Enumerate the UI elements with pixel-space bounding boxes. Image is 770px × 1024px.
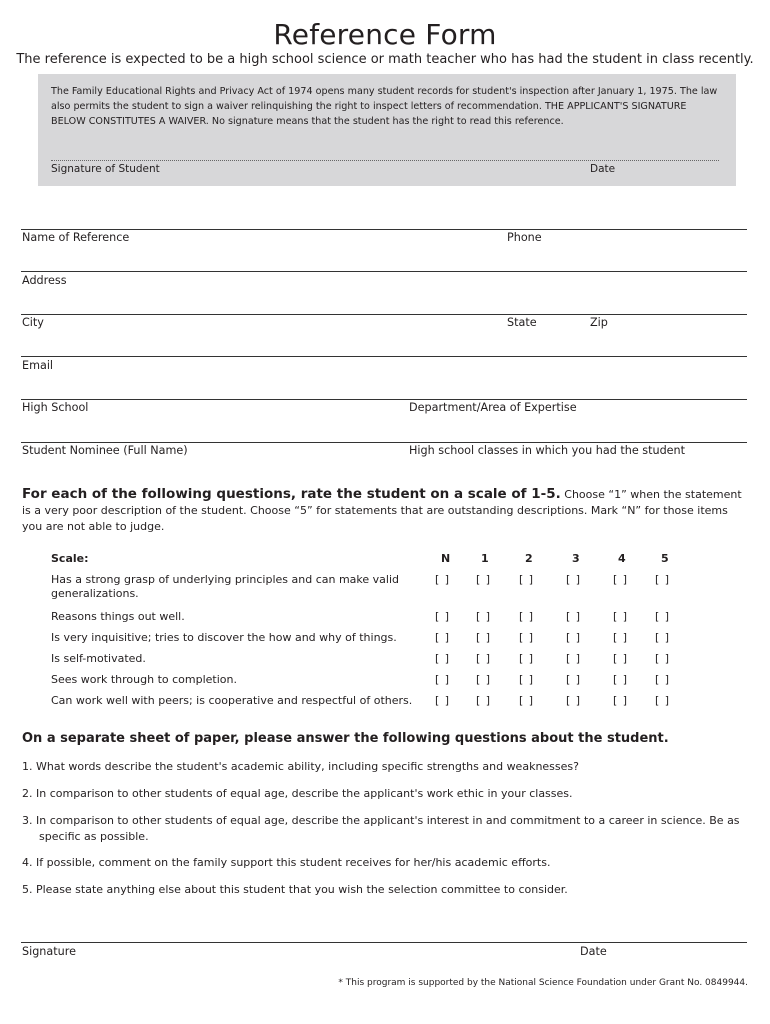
rating-checkbox-4-4[interactable]: [ ]	[613, 652, 629, 665]
name-phone-line[interactable]	[21, 229, 747, 230]
scale-col-5: 5	[661, 552, 669, 565]
rating-checkbox-1-n[interactable]: [ ]	[435, 573, 451, 586]
high-school-line[interactable]	[21, 399, 747, 400]
student-date-label: Date	[590, 163, 616, 175]
reference-signature-line[interactable]	[21, 942, 747, 943]
rating-item: Is very inquisitive; tries to discover the how and why of things.	[51, 631, 397, 644]
rating-item: Can work well with peers; is cooperative and respectful of others.	[51, 694, 413, 707]
student-nominee-label: Student Nominee (Full Name)	[22, 444, 188, 457]
scale-col-3: 3	[572, 552, 580, 565]
rating-checkbox-6-n[interactable]: [ ]	[435, 694, 451, 707]
rating-checkbox-5-n[interactable]: [ ]	[435, 673, 451, 686]
page-subtitle: The reference is expected to be a high school science or math teacher who has had the student in class recently.	[16, 52, 754, 67]
city-state-zip-line[interactable]	[21, 314, 747, 315]
rating-checkbox-1-4[interactable]: [ ]	[613, 573, 629, 586]
nominee-line[interactable]	[21, 442, 747, 443]
rating-checkbox-6-3[interactable]: [ ]	[566, 694, 582, 707]
question-5: 5. Please state anything else about this student that you wish the selection committee to consider.	[22, 883, 568, 896]
rating-checkbox-4-1[interactable]: [ ]	[476, 652, 492, 665]
rating-checkbox-2-1[interactable]: [ ]	[476, 610, 492, 623]
rating-checkbox-2-5[interactable]: [ ]	[655, 610, 671, 623]
rating-checkbox-3-5[interactable]: [ ]	[655, 631, 671, 644]
question-3-line-2: specific as possible.	[39, 830, 149, 843]
high-school-label: High School	[22, 401, 89, 414]
questions-heading: On a separate sheet of paper, please answer the following questions about the student.	[22, 731, 669, 746]
question-1: 1. What words describe the student's academic ability, including specific strengths and weaknesses?	[22, 760, 579, 773]
rating-lead: For each of the following questions, rate the student on a scale of 1-5.	[22, 486, 561, 502]
rating-checkbox-3-3[interactable]: [ ]	[566, 631, 582, 644]
rating-checkbox-3-1[interactable]: [ ]	[476, 631, 492, 644]
phone-label: Phone	[507, 231, 542, 244]
state-label: State	[507, 316, 537, 329]
rating-checkbox-2-4[interactable]: [ ]	[613, 610, 629, 623]
rating-instruction-text: Choose “1” when the statement is a very poor description of the student. Choose “5” for statements that are outstanding descriptions. Mark “N” for those items you are not able to judge.	[22, 488, 742, 533]
rating-checkbox-4-2[interactable]: [ ]	[519, 652, 535, 665]
name-of-reference-label: Name of Reference	[22, 231, 130, 244]
rating-checkbox-4-3[interactable]: [ ]	[566, 652, 582, 665]
scale-label: Scale:	[51, 552, 89, 565]
rating-checkbox-4-n[interactable]: [ ]	[435, 652, 451, 665]
rating-item: Reasons things out well.	[51, 610, 185, 623]
email-line[interactable]	[21, 356, 747, 357]
scale-col-n: N	[441, 552, 451, 565]
reference-date-label: Date	[580, 945, 607, 958]
rating-checkbox-4-5[interactable]: [ ]	[655, 652, 671, 665]
question-4: 4. If possible, comment on the family support this student receives for her/his academic efforts.	[22, 856, 551, 869]
rating-checkbox-1-3[interactable]: [ ]	[566, 573, 582, 586]
scale-col-2: 2	[525, 552, 533, 565]
reference-signature-label: Signature	[22, 945, 76, 958]
page-title: Reference Form	[273, 18, 497, 51]
rating-instructions	[22, 486, 750, 535]
rating-checkbox-3-n[interactable]: [ ]	[435, 631, 451, 644]
rating-checkbox-5-2[interactable]: [ ]	[519, 673, 535, 686]
department-label: Department/Area of Expertise	[409, 401, 577, 414]
rating-checkbox-5-1[interactable]: [ ]	[476, 673, 492, 686]
rating-item: Has a strong grasp of underlying principles and can make valid generalizations.	[51, 573, 399, 600]
rating-checkbox-2-3[interactable]: [ ]	[566, 610, 582, 623]
waiver-text: The Family Educational Rights and Privacy Act of 1974 opens many student records for student's inspection after January 1, 1975. The law also permits the student to sign a waiver relinquishing the right to inspect letters of recommendation. THE APPLICANT'S SIGNATURE BELOW CONSTITUTES A WAIVER. No signature means that the student has the right to read this reference.	[51, 86, 718, 127]
rating-checkbox-2-n[interactable]: [ ]	[435, 610, 451, 623]
student-signature-line[interactable]	[51, 160, 719, 161]
city-label: City	[22, 316, 44, 329]
question-3	[22, 813, 750, 845]
rating-checkbox-3-4[interactable]: [ ]	[613, 631, 629, 644]
scale-col-1: 1	[481, 552, 489, 565]
rating-checkbox-5-4[interactable]: [ ]	[613, 673, 629, 686]
zip-label: Zip	[590, 316, 608, 329]
rating-checkbox-2-2[interactable]: [ ]	[519, 610, 535, 623]
rating-checkbox-6-5[interactable]: [ ]	[655, 694, 671, 707]
question-3-line-1: 3. In comparison to other students of equal age, describe the applicant's interest in and commitment to a career in science. Be as	[22, 814, 740, 827]
rating-checkbox-1-1[interactable]: [ ]	[476, 573, 492, 586]
rating-item: Sees work through to completion.	[51, 673, 237, 686]
rating-checkbox-1-5[interactable]: [ ]	[655, 573, 671, 586]
rating-checkbox-3-2[interactable]: [ ]	[519, 631, 535, 644]
classes-label: High school classes in which you had the student	[409, 444, 686, 457]
rating-item: Is self-motivated.	[51, 652, 146, 665]
email-label: Email	[22, 359, 54, 372]
question-2: 2. In comparison to other students of equal age, describe the applicant's work ethic in your classes.	[22, 787, 573, 800]
rating-checkbox-6-4[interactable]: [ ]	[613, 694, 629, 707]
footnote: * This program is supported by the National Science Foundation under Grant No. 0849944.	[338, 978, 748, 988]
scale-col-4: 4	[618, 552, 626, 565]
address-label: Address	[22, 274, 67, 287]
student-signature-label: Signature of Student	[51, 163, 160, 175]
rating-checkbox-6-2[interactable]: [ ]	[519, 694, 535, 707]
rating-checkbox-5-5[interactable]: [ ]	[655, 673, 671, 686]
rating-checkbox-6-1[interactable]: [ ]	[476, 694, 492, 707]
address-line[interactable]	[21, 271, 747, 272]
rating-checkbox-1-2[interactable]: [ ]	[519, 573, 535, 586]
rating-checkbox-5-3[interactable]: [ ]	[566, 673, 582, 686]
